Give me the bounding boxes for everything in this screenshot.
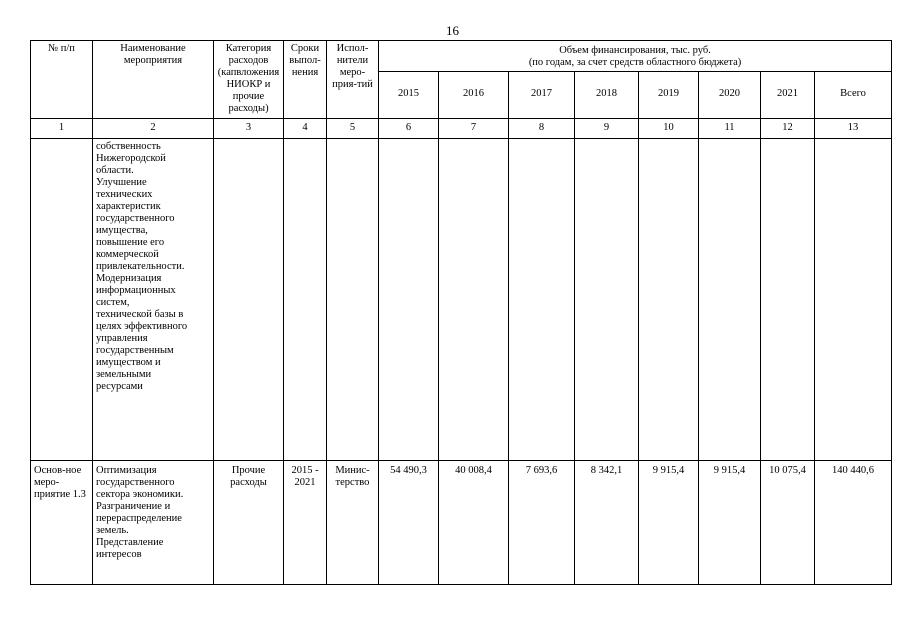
column-number: 5 <box>327 119 379 139</box>
cell-2017 <box>509 139 575 461</box>
year-2018: 2018 <box>575 72 639 119</box>
column-number: 7 <box>439 119 509 139</box>
header-category: Категория расходов (капвложения НИОКР и прочие расходы) <box>214 41 284 119</box>
cell-2015 <box>379 139 439 461</box>
year-2021: 2021 <box>761 72 815 119</box>
cell-2018 <box>575 139 639 461</box>
column-number: 4 <box>284 119 327 139</box>
year-2017: 2017 <box>509 72 575 119</box>
cell-number: Основ-ное меро-приятие 1.3 <box>31 461 93 585</box>
text-line: перераспределение <box>96 513 182 524</box>
header-executors: Испол-нители меро-прия-тий <box>327 41 379 119</box>
text-line: Улучшение <box>96 177 147 188</box>
cell-executor <box>327 139 379 461</box>
text-line: коммерческой <box>96 249 159 260</box>
cell-2019: 9 915,4 <box>639 461 699 585</box>
cell-executor: Минис-терство <box>327 461 379 585</box>
text-line: технических <box>96 189 153 200</box>
financing-title: Объем финансирования, тыс. руб. <box>559 45 711 56</box>
cell-terms: 2015 - 2021 <box>284 461 327 585</box>
financing-table <box>30 40 892 585</box>
cell-total <box>815 139 892 461</box>
year-2015: 2015 <box>379 72 439 119</box>
header-event-name: Наименование мероприятия <box>93 41 214 119</box>
column-number-row <box>31 119 892 139</box>
cell-2015: 54 490,3 <box>379 461 439 585</box>
cell-2020 <box>699 139 761 461</box>
text-line: земельными <box>96 369 152 380</box>
text-line: сектора экономики. <box>96 489 184 500</box>
text-line: целях эффективного <box>96 321 188 332</box>
text-line: ресурсами <box>96 381 143 392</box>
column-number: 11 <box>699 119 761 139</box>
header-number: № п/п <box>31 41 93 119</box>
column-number: 1 <box>31 119 93 139</box>
cell-2016: 40 008,4 <box>439 461 509 585</box>
text-line: Представление <box>96 537 164 548</box>
cell-event-name <box>93 461 214 585</box>
column-number: 6 <box>379 119 439 139</box>
header-terms: Сроки выпол-нения <box>284 41 327 119</box>
text-line: информационных <box>96 285 176 296</box>
text-line: интересов <box>96 549 142 560</box>
cell-category: Прочие расходы <box>214 461 284 585</box>
cell-2017: 7 693,6 <box>509 461 575 585</box>
table-row-main-event <box>31 461 892 585</box>
text-line: области. <box>96 165 134 176</box>
column-number: 8 <box>509 119 575 139</box>
cell-2021 <box>761 139 815 461</box>
table-row-continuation <box>31 139 892 461</box>
year-total: Всего <box>815 72 892 119</box>
text-line: государственного <box>96 213 175 224</box>
cell-number <box>31 139 93 461</box>
text-line: управления <box>96 333 148 344</box>
header-financing <box>379 41 892 72</box>
financing-subtitle: (по годам, за счет средств областного бюджета) <box>528 57 742 68</box>
cell-2019 <box>639 139 699 461</box>
cell-2018: 8 342,1 <box>575 461 639 585</box>
year-2020: 2020 <box>699 72 761 119</box>
header-row <box>31 41 892 72</box>
text-line: имущества, <box>96 225 148 236</box>
cell-2020: 9 915,4 <box>699 461 761 585</box>
column-number: 10 <box>639 119 699 139</box>
cell-2021: 10 075,4 <box>761 461 815 585</box>
text-line: государственного <box>96 477 175 488</box>
page-number: 16 <box>446 23 459 38</box>
year-2019: 2019 <box>639 72 699 119</box>
text-line: повышение его <box>96 237 165 248</box>
column-number: 13 <box>815 119 892 139</box>
text-line: имуществом и <box>96 357 161 368</box>
cell-terms <box>284 139 327 461</box>
column-number: 9 <box>575 119 639 139</box>
column-number: 12 <box>761 119 815 139</box>
text-line: Модернизация <box>96 273 162 284</box>
text-line: привлекательности. <box>96 261 185 272</box>
column-number: 2 <box>93 119 214 139</box>
text-line: технической базы в <box>96 309 184 320</box>
column-number: 3 <box>214 119 284 139</box>
text-line: собственность <box>96 141 161 152</box>
text-line: характеристик <box>96 201 161 212</box>
text-line: Нижегородской <box>96 153 166 164</box>
text-line: Оптимизация <box>96 465 157 476</box>
text-line: государственным <box>96 345 174 356</box>
text-line: систем, <box>96 297 130 308</box>
cell-event-name <box>93 139 214 461</box>
cell-2016 <box>439 139 509 461</box>
cell-total: 140 440,6 <box>815 461 892 585</box>
text-line: земель. <box>96 525 129 536</box>
text-line: Разграничение и <box>96 501 171 512</box>
cell-category <box>214 139 284 461</box>
year-2016: 2016 <box>439 72 509 119</box>
